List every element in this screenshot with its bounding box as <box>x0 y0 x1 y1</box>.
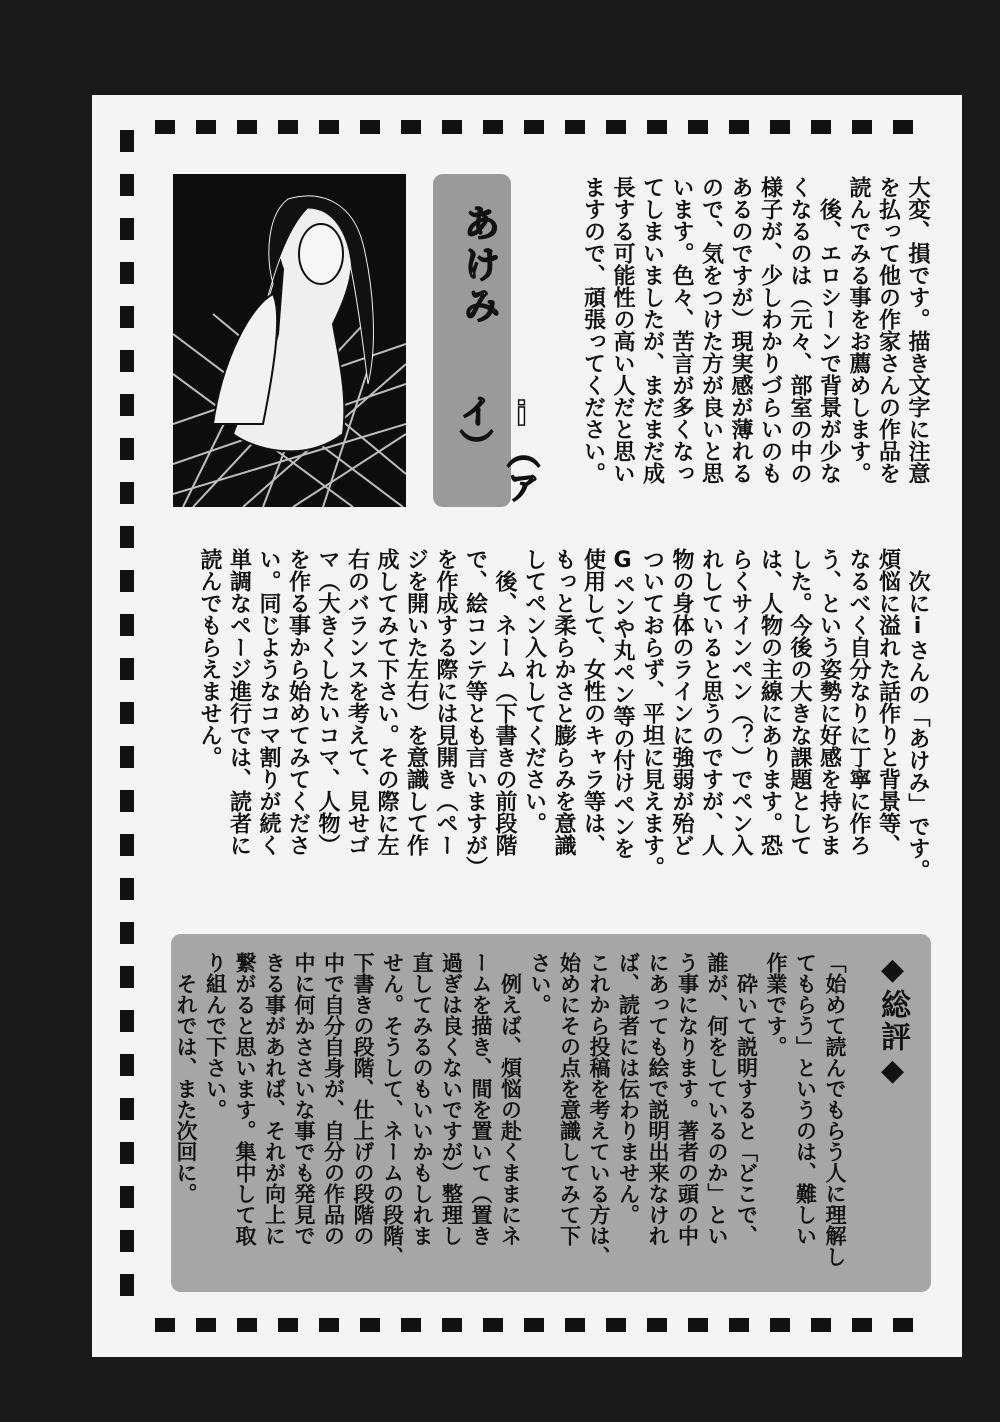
summary-column: 下書きの段階、仕上げの段階の <box>351 952 375 1246</box>
frame-dash <box>120 790 134 812</box>
middle-review-column: 次にiさんの「あけみ」です。 <box>905 548 930 881</box>
frame-dash <box>442 1318 462 1332</box>
frame-dash <box>729 1318 749 1332</box>
frame-dash <box>237 1318 257 1332</box>
middle-review-column: らくサインペン（？）でペン入 <box>728 548 753 856</box>
summary-heading: ◆総評◆ <box>875 952 910 1090</box>
frame-dash <box>120 746 134 768</box>
middle-review-column: ジを開いた左右）を意識して作 <box>403 548 429 856</box>
summary-column: ば、読者には伝わりません。 <box>616 952 641 1225</box>
frame-dash <box>360 1318 380 1332</box>
middle-review-column: マ（大きくしたいコマ、人物） <box>315 548 340 856</box>
summary-column: ームを描き、間を置いて（置き <box>469 952 493 1246</box>
frame-dash <box>120 702 134 724</box>
frame-dash <box>120 174 134 196</box>
summary-column: 例えば、煩悩の赴くままにネ <box>498 952 523 1246</box>
upper-review-column: を払って他の作家さんの作品を <box>875 176 901 484</box>
frame-dash <box>606 1318 626 1332</box>
frame-dash <box>120 438 134 460</box>
middle-review-column: 単調なページ進行では、読者に <box>226 548 252 856</box>
middle-review-column: は、人物の主線にあります。恐 <box>757 548 783 856</box>
upper-review-column: ますので、頑張ってください。 <box>580 176 606 484</box>
frame-dash <box>647 120 667 134</box>
middle-review-column: もっと柔らかさと膨らみを意識 <box>551 548 576 856</box>
middle-review-column: 使用して、女性のキャラ等は、 <box>580 548 606 856</box>
frame-dash <box>120 878 134 900</box>
frame-dash <box>120 526 134 548</box>
summary-column: 中に何かささいな事でも発見で <box>292 952 316 1246</box>
frame-dash <box>120 1274 134 1296</box>
middle-review-column: を作る事から始めてみてくださ <box>285 548 311 856</box>
middle-review-column: を作成する際には見開き（ペー <box>433 548 458 856</box>
frame-dash <box>120 394 134 416</box>
frame-dash <box>893 120 913 134</box>
summary-column: り組んで下さい。 <box>203 952 228 1120</box>
frame-dash <box>120 350 134 372</box>
summary-column: きる事があれば、それが向上に <box>262 952 287 1246</box>
frame-dash <box>729 120 749 134</box>
frame-dash <box>120 1098 134 1120</box>
frame-dash <box>120 306 134 328</box>
frame-dash <box>120 130 134 152</box>
summary-column: 直してみるのもいいかもしれま <box>410 952 434 1246</box>
frame-dash <box>483 120 503 134</box>
middle-review-column: れしていると思うのですが、人 <box>698 548 724 856</box>
frame-dash <box>524 120 544 134</box>
summary-column: 始めにその点を意識してみて下 <box>557 952 582 1246</box>
middle-review-column: 後、ネーム（下書きの前段階 <box>492 548 517 856</box>
frame-dash <box>120 1186 134 1208</box>
author-name: i（アイ） <box>455 394 541 505</box>
middle-review-column: で、絵コンテ等とも言いますが） <box>462 548 488 878</box>
frame-dash <box>360 120 380 134</box>
summary-column: それでは、また次回に。 <box>174 952 198 1204</box>
frame-dash <box>196 1318 216 1332</box>
upper-review-column: ので、気をつけた方が良いと思 <box>698 176 724 484</box>
frame-dash <box>319 120 339 134</box>
middle-review-column: Gペンや丸ペン等の付けペンを <box>610 548 635 859</box>
illustration-art <box>173 174 406 507</box>
summary-column: にあっても絵で説明出来なけれ <box>646 952 670 1246</box>
middle-review-column: 物の身体のラインに強弱が殆ど <box>669 548 694 856</box>
frame-dash <box>565 1318 585 1332</box>
frame-dash <box>120 1010 134 1032</box>
frame-dash <box>442 120 462 134</box>
frame-dash <box>606 120 626 134</box>
summary-column: 砕いて説明すると「どこで、 <box>734 952 759 1246</box>
frame-dash <box>401 120 421 134</box>
summary-column: 作業です。 <box>764 952 788 1057</box>
frame-dash <box>120 1142 134 1164</box>
upper-review-column: 様子が、少しわかりづらいのも <box>757 176 783 484</box>
frame-dash <box>196 120 216 134</box>
frame-dash <box>770 1318 790 1332</box>
summary-column: 繋がると思います。集中して取 <box>233 952 257 1246</box>
frame-dash <box>401 1318 421 1332</box>
upper-review-column: います。色々、苦言が多くなっ <box>669 176 694 484</box>
frame-dash <box>852 1318 872 1332</box>
frame-dash <box>120 614 134 636</box>
frame-dash <box>120 922 134 944</box>
frame-dash <box>120 966 134 988</box>
middle-review-column: なるべく自分なりに丁寧に作ろ <box>846 548 871 856</box>
upper-review-column: くなるのは（元々、部室の中の <box>787 176 812 484</box>
frame-dash <box>483 1318 503 1332</box>
upper-review-column: あるのですが）現実感が薄れる <box>728 176 753 484</box>
upper-review-column: てしまいましたが、まだまだ成 <box>639 176 665 484</box>
middle-review-column: う、という姿勢に好感を持ちま <box>816 548 842 856</box>
frame-dash <box>811 1318 831 1332</box>
middle-review-column: してペン入れしてください。 <box>521 548 547 834</box>
frame-dash <box>120 1054 134 1076</box>
frame-dash <box>155 1318 175 1332</box>
middle-review-column: 右のバランスを考えて、見せゴ <box>344 548 370 856</box>
frame-dash <box>647 1318 667 1332</box>
frame-dash <box>120 262 134 284</box>
frame-dash <box>155 120 175 134</box>
frame-dash <box>120 218 134 240</box>
frame-dash <box>893 1318 913 1332</box>
frame-dash <box>120 1230 134 1252</box>
frame-dash <box>319 1318 339 1332</box>
story-title: あけみ <box>457 204 500 327</box>
frame-dash <box>524 1318 544 1332</box>
middle-review-column: 煩悩に溢れた話作りと背景等、 <box>875 548 901 856</box>
upper-review-column: 後、エロシーンで背景が少な <box>816 176 842 484</box>
frame-dash <box>770 120 790 134</box>
upper-review-column: 読んでみる事をお薦めします。 <box>846 176 871 484</box>
frame-dash <box>237 120 257 134</box>
frame-dash <box>688 120 708 134</box>
summary-column: う事になります。著者の頭の中 <box>675 952 700 1246</box>
frame-dash <box>120 482 134 504</box>
middle-review-column: した。今後の大きな課題として <box>787 548 812 856</box>
frame-dash <box>120 834 134 856</box>
middle-review-column: 読んでもらえません。 <box>197 548 222 768</box>
frame-dash <box>565 120 585 134</box>
frame-dash <box>852 120 872 134</box>
frame-dash <box>811 120 831 134</box>
summary-column: これから投稿を考えている方は、 <box>587 952 611 1267</box>
summary-column: さい。 <box>528 952 552 1015</box>
upper-review-column: 大変、損です。描き文字に注意 <box>905 176 930 484</box>
middle-review-column: 成してみて下さい。その際に左 <box>374 548 399 856</box>
frame-dash <box>278 120 298 134</box>
middle-review-column: ついておらず、平坦に見えます。 <box>639 548 665 878</box>
frame-dash <box>278 1318 298 1332</box>
summary-column: 過ぎは良くないですが）整理し <box>439 952 464 1246</box>
summary-column: 誰が、何をしているのか」とい <box>705 952 729 1246</box>
frame-dash <box>688 1318 708 1332</box>
summary-column: 「始めて読んでもらう人に理解し <box>823 952 847 1267</box>
summary-column: てもらう」というのは、難しい <box>793 952 818 1246</box>
frame-dash <box>120 658 134 680</box>
summary-column: せん。そうして、ネームの段階、 <box>380 952 405 1267</box>
summary-column: 中で自分自身が、自分の作品の <box>321 952 346 1246</box>
middle-review-column: い。同じようなコマ割りが続く <box>256 548 281 856</box>
title-panel <box>433 174 541 507</box>
character-illustration <box>173 174 406 507</box>
upper-review-column: 長する可能性の高い人だと思い <box>610 176 635 484</box>
frame-dash <box>120 570 134 592</box>
